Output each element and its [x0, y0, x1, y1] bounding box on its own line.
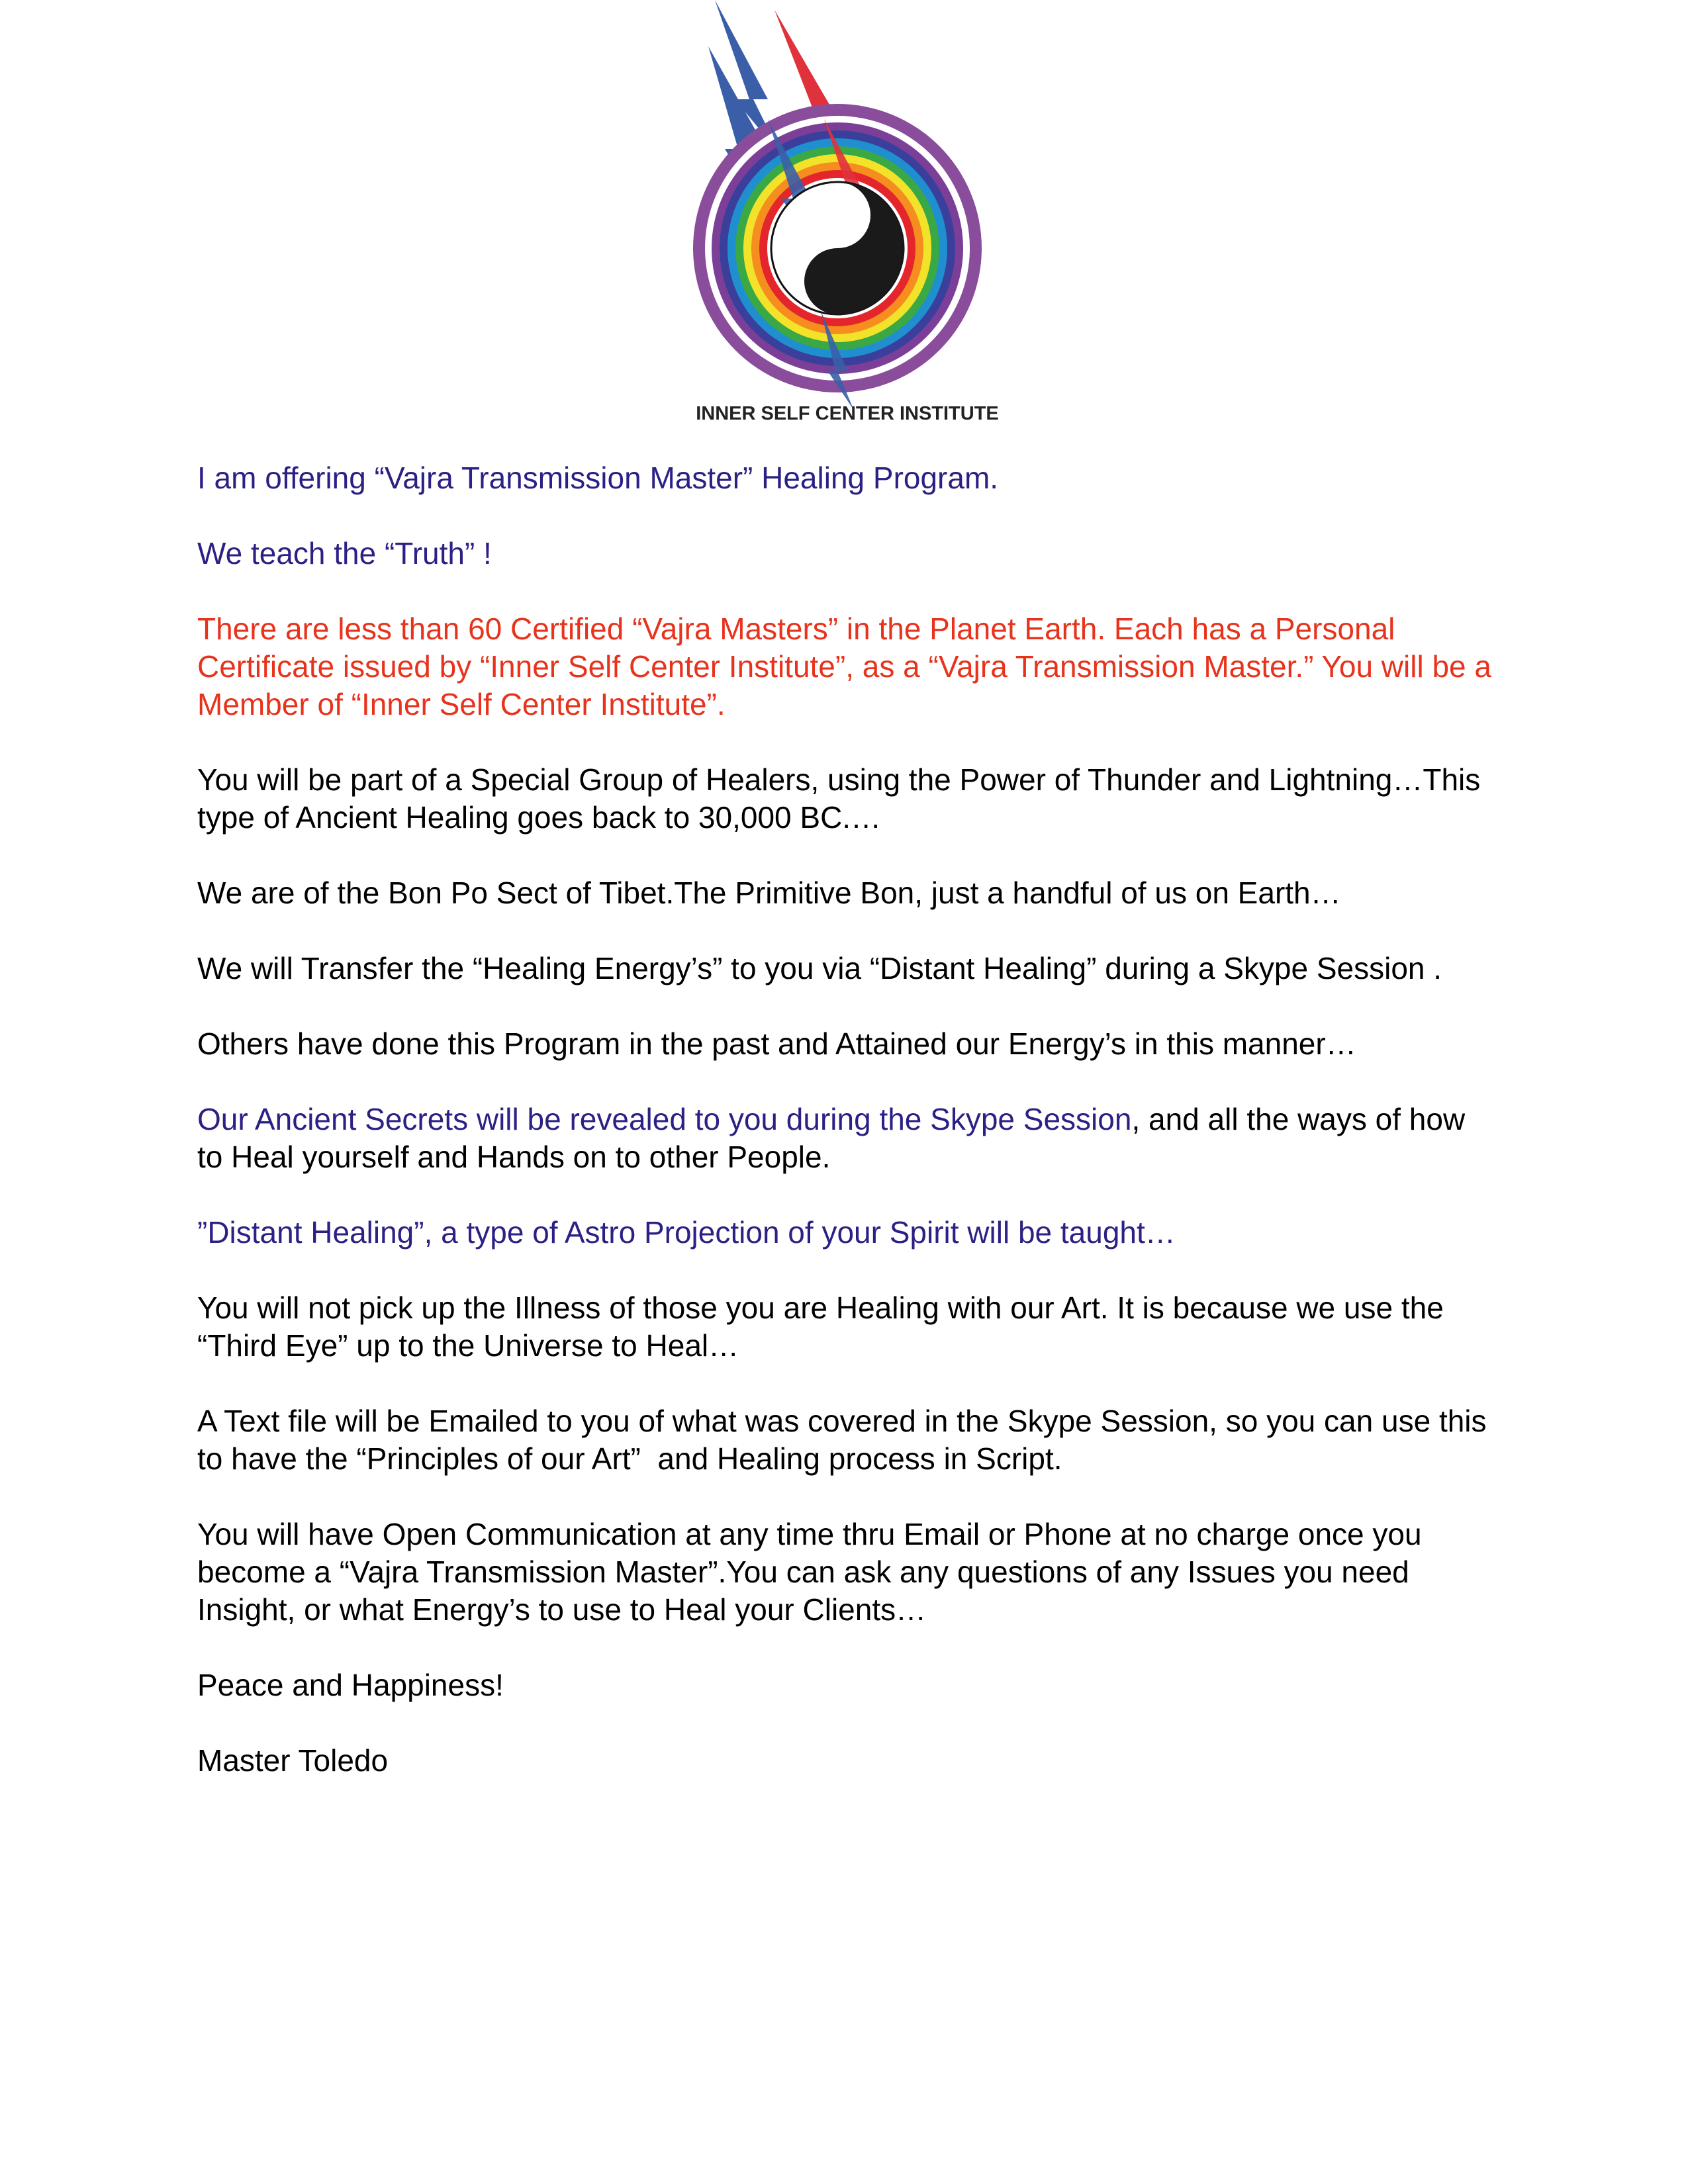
communication-paragraph: You will have Open Communication at any time thru Email or Phone at no charge once you become a “Vajra Transmission Master”.You can ask any questions of any Issues you need Insight, or what Energy’s to use to Heal your Clients…	[197, 1517, 1430, 1627]
yin-yang-icon	[771, 182, 904, 314]
illness-paragraph: You will not pick up the Illness of those you are Healing with our Art. It is because we use the “Third Eye” up to the Universe to Heal…	[197, 1291, 1452, 1363]
transfer-energy-paragraph: We will Transfer the “Healing Energy’s” to you via “Distant Healing” during a Skype Session .	[197, 951, 1442, 985]
logo-text: INNER SELF CENTER INSTITUTE	[696, 403, 999, 424]
distant-healing-paragraph: ”Distant Healing”, a type of Astro Projection of your Spirit will be taught…	[197, 1215, 1176, 1250]
logo-graphic	[669, 0, 1026, 430]
closing-line: Peace and Happiness!	[197, 1668, 504, 1702]
special-group-paragraph: You will be part of a Special Group of Healers, using the Power of Thunder and Lightning…This type of Ancient Healing goes back to 30,000 BC.…	[197, 762, 1489, 835]
signature: Master Toledo	[197, 1743, 389, 1778]
others-done-paragraph: Others have done this Program in the past and Attained our Energy’s in this manner…	[197, 1026, 1356, 1061]
text-file-paragraph: A Text file will be Emailed to you of what was covered in the Skype Session, so you can use this to have the “Principles of our Art” and Healing process in Script.	[197, 1404, 1495, 1476]
institute-logo	[669, 0, 1026, 430]
truth-line: We teach the “Truth” !	[197, 536, 492, 570]
certified-masters-paragraph: There are less than 60 Certified “Vajra Masters” in the Planet Earth. Each has a Personal Certificate issued by “Inner Self Center Institute”, as a “Vajra Transmission Master.” You will be a Member of “Inner Self Center Institute”.	[197, 612, 1500, 721]
letter-body	[197, 459, 1500, 1817]
secrets-paragraph	[197, 1101, 1495, 1176]
secrets-rest: , and all the ways of how to Heal yourself and Hands on to other People.	[197, 1102, 1474, 1174]
offer-line: I am offering “Vajra Transmission Master” Healing Program.	[197, 461, 999, 495]
secrets-highlight: Our Ancient Secrets will be revealed to you during the Skype Session	[197, 1102, 1132, 1136]
bon-po-paragraph: We are of the Bon Po Sect of Tibet.The Primitive Bon, just a handful of us on Earth…	[197, 876, 1341, 910]
